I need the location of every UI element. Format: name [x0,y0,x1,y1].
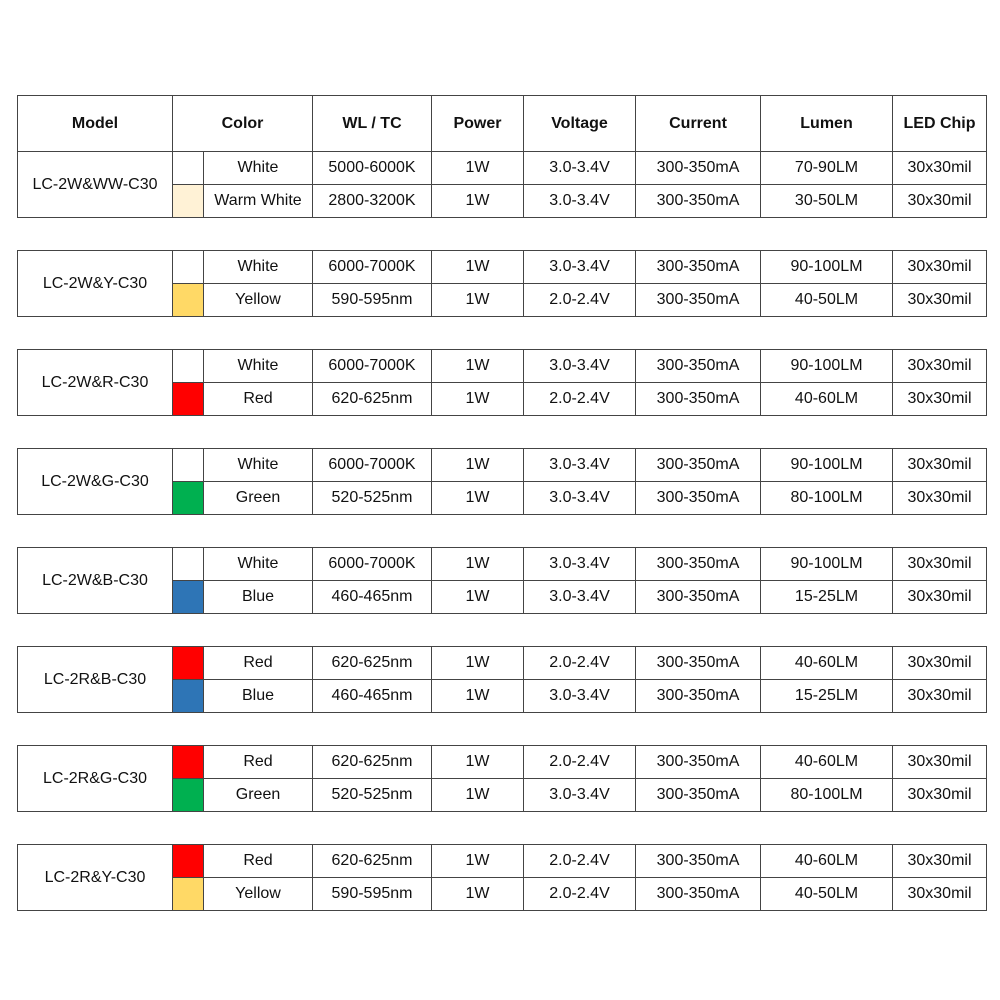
product-group-table [17,151,987,218]
color-name-cell: Warm White [204,185,313,218]
color-name-cell: White [204,350,313,383]
current-cell: 300-350mA [636,878,761,911]
current-cell: 300-350mA [636,350,761,383]
current-cell: 300-350mA [636,746,761,779]
table-row [18,746,987,779]
wl-cell: 460-465nm [313,680,432,713]
color-swatch [173,482,204,515]
power-cell: 1W [432,548,524,581]
wl-cell: 620-625nm [313,383,432,416]
color-swatch [173,152,204,185]
color-name-cell: Red [204,746,313,779]
wl-cell: 6000-7000K [313,548,432,581]
color-swatch [173,581,204,614]
table-row [18,845,987,878]
chip-cell: 30x30mil [893,680,987,713]
wl-cell: 520-525nm [313,779,432,812]
lumen-cell: 40-50LM [761,878,893,911]
chip-cell: 30x30mil [893,845,987,878]
color-swatch [173,449,204,482]
chip-cell: 30x30mil [893,548,987,581]
model-cell: LC-2R&B-C30 [18,647,173,713]
chip-cell: 30x30mil [893,746,987,779]
voltage-cell: 3.0-3.4V [524,251,636,284]
lumen-cell: 40-60LM [761,845,893,878]
color-name-cell: White [204,548,313,581]
voltage-cell: 2.0-2.4V [524,845,636,878]
color-swatch [173,284,204,317]
power-cell: 1W [432,383,524,416]
header-color: Color [173,96,313,152]
product-group-table [17,844,987,911]
wl-cell: 620-625nm [313,647,432,680]
wl-cell: 620-625nm [313,746,432,779]
current-cell: 300-350mA [636,152,761,185]
power-cell: 1W [432,284,524,317]
header-led-chip: LED Chip [893,96,987,152]
current-cell: 300-350mA [636,647,761,680]
voltage-cell: 2.0-2.4V [524,647,636,680]
lumen-cell: 70-90LM [761,152,893,185]
product-group-table [17,646,987,713]
power-cell: 1W [432,746,524,779]
chip-cell: 30x30mil [893,284,987,317]
voltage-cell: 3.0-3.4V [524,350,636,383]
wl-cell: 2800-3200K [313,185,432,218]
voltage-cell: 2.0-2.4V [524,746,636,779]
header-model: Model [18,96,173,152]
current-cell: 300-350mA [636,845,761,878]
table-row [18,350,987,383]
power-cell: 1W [432,779,524,812]
power-cell: 1W [432,845,524,878]
product-group-table [17,448,987,515]
color-swatch [173,779,204,812]
wl-cell: 6000-7000K [313,350,432,383]
power-cell: 1W [432,185,524,218]
model-cell: LC-2W&G-C30 [18,449,173,515]
color-swatch [173,878,204,911]
lumen-cell: 30-50LM [761,185,893,218]
power-cell: 1W [432,878,524,911]
header-current: Current [636,96,761,152]
power-cell: 1W [432,680,524,713]
power-cell: 1W [432,152,524,185]
table-row [18,251,987,284]
chip-cell: 30x30mil [893,878,987,911]
voltage-cell: 3.0-3.4V [524,680,636,713]
wl-cell: 520-525nm [313,482,432,515]
power-cell: 1W [432,581,524,614]
current-cell: 300-350mA [636,482,761,515]
color-swatch [173,548,204,581]
lumen-cell: 90-100LM [761,548,893,581]
product-group-table [17,250,987,317]
voltage-cell: 2.0-2.4V [524,878,636,911]
color-name-cell: Blue [204,581,313,614]
current-cell: 300-350mA [636,251,761,284]
voltage-cell: 2.0-2.4V [524,284,636,317]
current-cell: 300-350mA [636,284,761,317]
lumen-cell: 80-100LM [761,779,893,812]
wl-cell: 5000-6000K [313,152,432,185]
wl-cell: 6000-7000K [313,449,432,482]
voltage-cell: 3.0-3.4V [524,482,636,515]
product-group-table [17,349,987,416]
wl-cell: 620-625nm [313,845,432,878]
power-cell: 1W [432,482,524,515]
color-swatch [173,383,204,416]
lumen-cell: 40-60LM [761,647,893,680]
header-voltage: Voltage [524,96,636,152]
current-cell: 300-350mA [636,581,761,614]
table-row [18,152,987,185]
chip-cell: 30x30mil [893,779,987,812]
current-cell: 300-350mA [636,779,761,812]
color-swatch [173,350,204,383]
voltage-cell: 3.0-3.4V [524,152,636,185]
chip-cell: 30x30mil [893,647,987,680]
wl-cell: 460-465nm [313,581,432,614]
model-cell: LC-2W&Y-C30 [18,251,173,317]
color-name-cell: Yellow [204,878,313,911]
lumen-cell: 80-100LM [761,482,893,515]
header-table [17,95,987,152]
color-name-cell: White [204,251,313,284]
table-row [18,647,987,680]
color-name-cell: Yellow [204,284,313,317]
model-cell: LC-2R&G-C30 [18,746,173,812]
power-cell: 1W [432,647,524,680]
color-swatch [173,680,204,713]
header-row [18,96,987,152]
model-cell: LC-2W&R-C30 [18,350,173,416]
color-name-cell: Green [204,482,313,515]
model-cell: LC-2R&Y-C30 [18,845,173,911]
voltage-cell: 3.0-3.4V [524,185,636,218]
current-cell: 300-350mA [636,383,761,416]
lumen-cell: 15-25LM [761,581,893,614]
chip-cell: 30x30mil [893,152,987,185]
header-power: Power [432,96,524,152]
voltage-cell: 3.0-3.4V [524,581,636,614]
header-wl-tc: WL / TC [313,96,432,152]
lumen-cell: 40-60LM [761,746,893,779]
color-name-cell: Red [204,845,313,878]
header-lumen: Lumen [761,96,893,152]
table-row [18,548,987,581]
current-cell: 300-350mA [636,449,761,482]
lumen-cell: 15-25LM [761,680,893,713]
lumen-cell: 40-50LM [761,284,893,317]
model-cell: LC-2W&WW-C30 [18,152,173,218]
voltage-cell: 2.0-2.4V [524,383,636,416]
wl-cell: 6000-7000K [313,251,432,284]
model-cell: LC-2W&B-C30 [18,548,173,614]
power-cell: 1W [432,251,524,284]
voltage-cell: 3.0-3.4V [524,779,636,812]
color-name-cell: Blue [204,680,313,713]
color-name-cell: Red [204,647,313,680]
color-swatch [173,845,204,878]
lumen-cell: 40-60LM [761,383,893,416]
chip-cell: 30x30mil [893,581,987,614]
wl-cell: 590-595nm [313,878,432,911]
lumen-cell: 90-100LM [761,251,893,284]
product-group-table [17,547,987,614]
chip-cell: 30x30mil [893,449,987,482]
chip-cell: 30x30mil [893,383,987,416]
current-cell: 300-350mA [636,680,761,713]
power-cell: 1W [432,449,524,482]
voltage-cell: 3.0-3.4V [524,548,636,581]
power-cell: 1W [432,350,524,383]
lumen-cell: 90-100LM [761,449,893,482]
color-swatch [173,185,204,218]
color-name-cell: White [204,449,313,482]
color-name-cell: White [204,152,313,185]
color-name-cell: Green [204,779,313,812]
table-row [18,449,987,482]
lumen-cell: 90-100LM [761,350,893,383]
voltage-cell: 3.0-3.4V [524,449,636,482]
color-swatch [173,746,204,779]
current-cell: 300-350mA [636,185,761,218]
color-swatch [173,647,204,680]
chip-cell: 30x30mil [893,185,987,218]
chip-cell: 30x30mil [893,482,987,515]
product-group-table [17,745,987,812]
chip-cell: 30x30mil [893,251,987,284]
color-name-cell: Red [204,383,313,416]
wl-cell: 590-595nm [313,284,432,317]
color-swatch [173,251,204,284]
current-cell: 300-350mA [636,548,761,581]
chip-cell: 30x30mil [893,350,987,383]
